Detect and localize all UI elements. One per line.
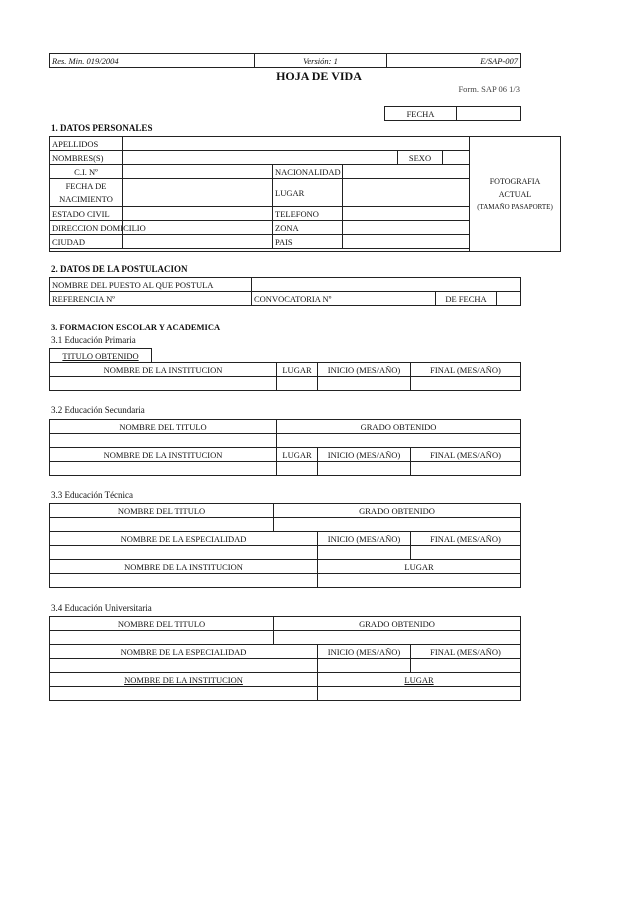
nombres-field[interactable] [123,151,398,165]
universitaria-table [49,616,521,701]
convocatoria-field[interactable] [380,292,436,306]
especialidad-field-4[interactable] [50,659,318,673]
universitaria-title: 3.4 Educación Universitaria [51,603,152,613]
fecha-table [384,106,521,121]
nacionalidad-field[interactable] [343,165,470,179]
final-field-3[interactable] [411,546,521,560]
tecnica-table [49,503,521,588]
lugar-header-4: LUGAR [318,673,521,687]
especialidad-header-3: NOMBRE DE LA ESPECIALIDAD [50,532,318,546]
form-number: Form. SAP 06 1/3 [458,84,520,94]
nombre-titulo-field-3[interactable] [50,518,274,532]
nombre-titulo-header-4: NOMBRE DEL TITULO [50,617,274,631]
lugar-field[interactable] [343,179,470,207]
fecha-nacimiento-field[interactable] [123,179,273,207]
titulo-obtenido-field[interactable] [152,349,521,363]
institucion-field-2[interactable] [50,462,277,476]
inicio-field-4[interactable] [318,659,411,673]
zona-label: ZONA [273,221,343,235]
header-table [49,53,521,68]
ciudad-label: CIUDAD [50,235,123,249]
puesto-label: NOMBRE DEL PUESTO AL QUE POSTULA [50,278,252,292]
nacionalidad-label: NACIONALIDAD [273,165,343,179]
spacer-row [50,249,470,252]
ci-label: C.I. Nº [50,165,123,179]
de-fecha-field[interactable] [497,292,521,306]
grado-header-3: GRADO OBTENIDO [274,504,521,518]
institucion-field[interactable] [50,377,277,391]
inicio-field-3[interactable] [318,546,411,560]
de-fecha-label: DE FECHA [436,292,497,306]
primaria-table [49,348,521,391]
estado-civil-field[interactable] [123,207,273,221]
nombre-titulo-header-3: NOMBRE DEL TITULO [50,504,274,518]
final-header-2: FINAL (MES/AÑO) [411,448,521,462]
fecha-nacimiento-label: FECHA DE NACIMIENTO [50,179,123,207]
direccion-label: DIRECCION DOMICILIO [50,221,123,235]
apellidos-label: APELLIDOS [50,137,123,151]
section-3-title: 3. FORMACION ESCOLAR Y ACADEMICA [51,322,221,332]
convocatoria-label: CONVOCATORIA Nº [252,292,380,306]
secundaria-table [49,419,521,476]
final-field-1[interactable] [411,377,521,391]
secundaria-title: 3.2 Educación Secundaria [51,405,145,415]
institucion-header: NOMBRE DE LA INSTITUCION [50,363,277,377]
telefono-label: TELEFONO [273,207,343,221]
pais-field[interactable] [343,235,470,249]
especialidad-header-4: NOMBRE DE LA ESPECIALIDAD [50,645,318,659]
version-text: Versión: 1 [255,54,387,68]
nombre-titulo-field[interactable] [50,434,277,448]
sexo-label: SEXO [398,151,443,165]
lugar-label: LUGAR [273,179,343,207]
final-header-3: FINAL (MES/AÑO) [411,532,521,546]
puesto-field[interactable] [252,278,521,292]
institucion-field-3[interactable] [50,574,318,588]
fecha-field[interactable] [457,107,521,121]
institucion-header-2: NOMBRE DE LA INSTITUCION [50,448,277,462]
section-2-title: 2. DATOS DE LA POSTULACION [51,264,188,274]
lugar-header-3: LUGAR [318,560,521,574]
final-field-4[interactable] [411,659,521,673]
resolution-text: Res. Min. 019/2004 [50,54,255,68]
page-title: HOJA DE VIDA [276,69,362,83]
tecnica-title: 3.3 Educación Técnica [51,490,134,500]
ci-field[interactable] [123,165,273,179]
inicio-header-3: INICIO (MES/AÑO) [318,532,411,546]
inicio-header-2: INICIO (MES/AÑO) [318,448,411,462]
sexo-field[interactable] [443,151,470,165]
pais-label: PAIS [273,235,343,249]
personal-data-table [49,136,561,252]
grado-field[interactable] [277,434,521,448]
lugar-field-1[interactable] [277,377,318,391]
inicio-field-2[interactable] [318,462,411,476]
referencia-label: REFERENCIA Nº [50,292,252,306]
zona-field[interactable] [343,221,470,235]
ciudad-field[interactable] [123,235,273,249]
form-code: E/SAP-007 [387,54,521,68]
estado-civil-label: ESTADO CIVIL [50,207,123,221]
grado-header: GRADO OBTENIDO [277,420,521,434]
telefono-field[interactable] [343,207,470,221]
postulacion-table [49,277,521,306]
titulo-obtenido-label: TITULO OBTENIDO [50,349,152,363]
grado-field-3[interactable] [274,518,521,532]
final-header-4: FINAL (MES/AÑO) [411,645,521,659]
grado-field-4[interactable] [274,631,521,645]
inicio-field-1[interactable] [318,377,411,391]
apellidos-field[interactable] [123,137,470,151]
section-1-title: 1. DATOS PERSONALES [51,123,153,133]
final-field-2[interactable] [411,462,521,476]
lugar-field-4[interactable] [318,687,521,701]
especialidad-field-3[interactable] [50,546,318,560]
nombres-label: NOMBRES(S) [50,151,123,165]
lugar-field-3[interactable] [318,574,521,588]
photo-box: FOTOGRAFIA ACTUAL (TAMAÑO PASAPORTE) [470,137,561,252]
lugar-header: LUGAR [277,363,318,377]
fecha-label: FECHA [385,107,457,121]
lugar-field-2[interactable] [277,462,318,476]
institucion-header-4: NOMBRE DE LA INSTITUCION [50,673,318,687]
nombre-titulo-field-4[interactable] [50,631,274,645]
primaria-title: 3.1 Educación Primaria [51,335,136,345]
nombre-titulo-header: NOMBRE DEL TITULO [50,420,277,434]
lugar-header-2: LUGAR [277,448,318,462]
final-header: FINAL (MES/AÑO) [411,363,521,377]
inicio-header-4: INICIO (MES/AÑO) [318,645,411,659]
inicio-header: INICIO (MES/AÑO) [318,363,411,377]
institucion-header-3: NOMBRE DE LA INSTITUCION [50,560,318,574]
institucion-field-4[interactable] [50,687,318,701]
grado-header-4: GRADO OBTENIDO [274,617,521,631]
